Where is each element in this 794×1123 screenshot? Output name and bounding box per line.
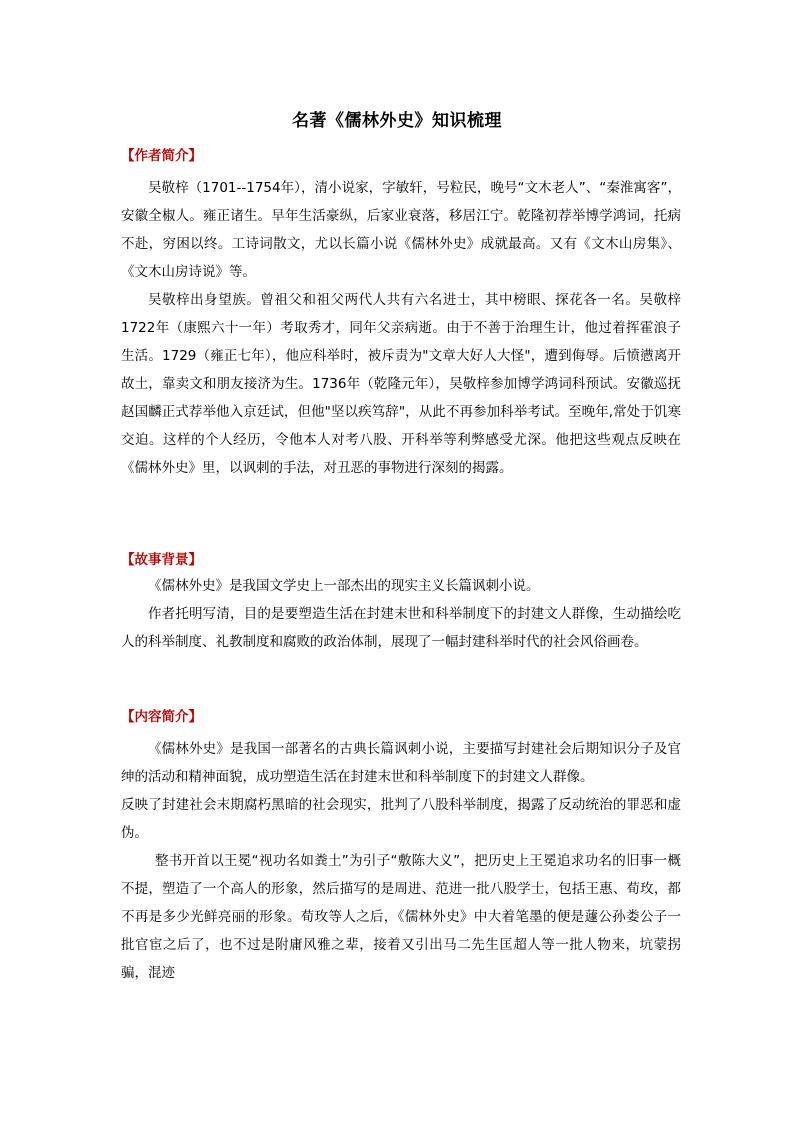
paragraph-background-2: 作者托明写清，目的是要塑造生活在封建末世和科举制度下的封建文人群像，生动描绘吃人的科举制度、礼教制度和腐败的政治体制，展现了一幅封建科举时代的社会风俗画卷。 — [121, 606, 681, 650]
section-content-summary — [121, 705, 681, 987]
paragraph-background-1: 《儒林外史》是我国文学史上一部杰出的现实主义长篇讽刺小说。 — [148, 578, 540, 594]
document-title: 名著《儒林外史》知识梳理 — [292, 111, 502, 131]
section-heading-author: 【作者简介】 — [121, 148, 202, 164]
paragraph-author-1: 吴敬梓（1701--1754年），清小说家，字敏轩，号粒民，晚号“文木老人”、“秦淮寓客”，安徽全椒人。雍正诸生。早年生活豪纵，后家业衰落，移居江宁。乾隆初荐举博学鸿词，托病不赴，穷困以终。工诗词散文，尤以长篇小说《儒林外史》成就最高。又有《文木山房集》、《文木山房诗说》等。 — [121, 180, 681, 280]
section-heading-content: 【内容简介】 — [121, 709, 202, 725]
paragraph-content-2: 反映了封建社会末期腐朽黑暗的社会现实，批判了八股科举制度，揭露了反动统治的罪恶和虚伪。 — [121, 797, 681, 841]
section-story-background — [121, 548, 681, 656]
section-author-intro — [121, 144, 681, 482]
paragraph-content-1: 《儒林外史》是我国一部著名的古典长篇讽刺小说，主要描写封建社会后期知识分子及官绅的活动和精神面貌，成功塑造生活在封建末世和科举制度下的封建文人群像。 — [121, 741, 681, 785]
paragraph-content-3: 整书开首以王冕“视功名如粪土”为引子“敷陈大义”，把历史上王冕追求功名的旧事一概不提，塑造了一个高人的形象，然后描写的是周进、范进一批八股学士，包括王惠、荀玫，都不再是多少光鲜亮丽的形象。荀玫等人之后，《儒林外史》中大着笔墨的便是蘧公孙娄公子一批官宦之后了，也不过是附庸风雅之辈，接着又引出马二先生匡超人等一批人物来，坑蒙拐骗，混迹 — [121, 853, 681, 981]
section-heading-background: 【故事背景】 — [121, 552, 202, 568]
paragraph-author-2: 吴敬梓出身望族。曾祖父和祖父两代人共有六名进士，其中榜眼、探花各一名。吴敬梓1722年（康熙六十一年）考取秀才，同年父亲病逝。由于不善于治理生计，他过着挥霍浪子生活。1729（雍正七年），他应科举时，被斥责为"文章大好人大怪"，遭到侮辱。后愤懑离开故土，靠卖文和朋友接济为生。1736年（乾隆元年），吴敬梓参加博学鸿词科预试。安徽巡抚赵国麟正式荐举他入京廷试，但他"坚以疾笃辞"，从此不再参加科举考试。至晚年,常处于饥寒交迫。这样的个人经历，令他本人对考八股、开科举等利弊感受尤深。他把这些观点反映在《儒林外史》里，以讽刺的手法，对丑恶的事物进行深刻的揭露。 — [121, 292, 681, 476]
